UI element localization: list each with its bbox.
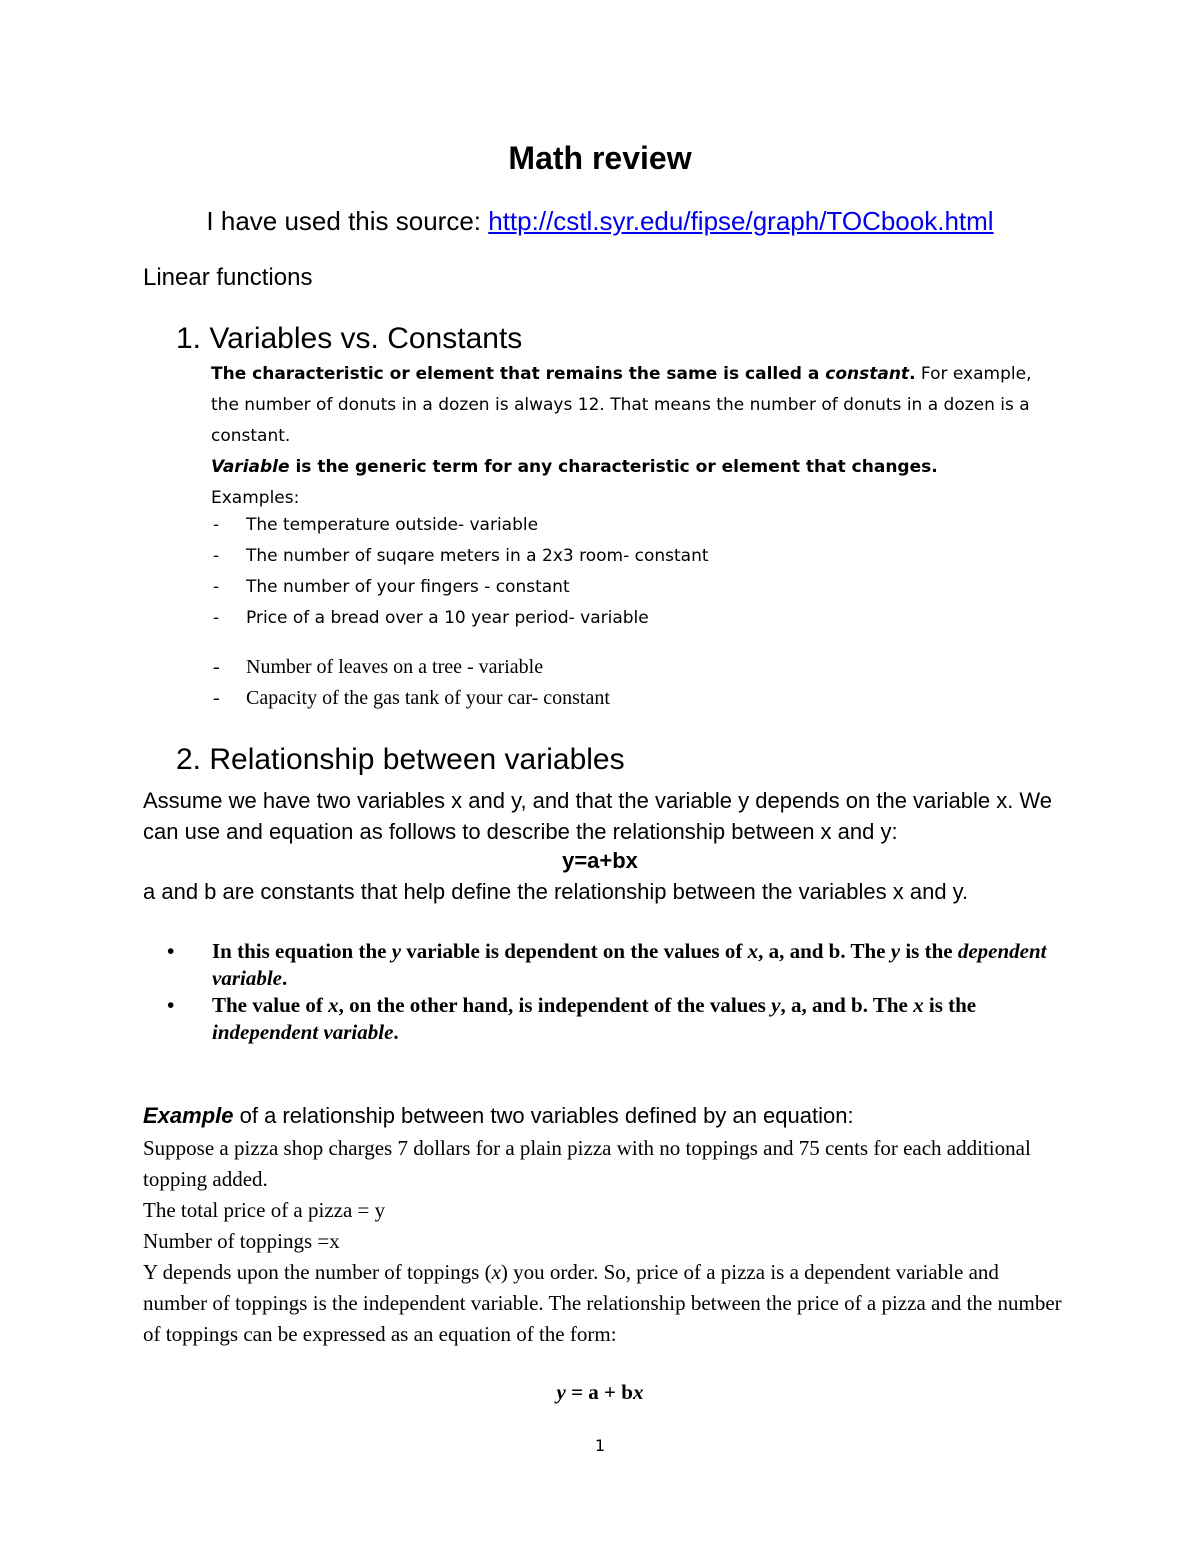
independent-variable-term: independent variable bbox=[212, 1020, 394, 1044]
pizza-paragraph-2: The total price of a pizza = y bbox=[143, 1198, 386, 1222]
list-item: - Capacity of the gas tank of your car- constant bbox=[211, 683, 610, 714]
example-heading-text: of a relationship between two variables defined by an equation: bbox=[233, 1103, 854, 1128]
bullet-independent: • The value of x, on the other hand, is independent of the values y, a, and b. The x is the independent variable. bbox=[143, 992, 1063, 1046]
source-line bbox=[0, 206, 1200, 237]
pizza-paragraph-1: Suppose a pizza shop charges 7 dollars for a plain pizza with no toppings and 75 cents for each additional topping added. bbox=[143, 1136, 1031, 1191]
section-heading-relationship: 2. Relationship between variables bbox=[176, 743, 625, 776]
constant-term: constant bbox=[825, 364, 910, 384]
constant-definition-paragraph bbox=[211, 359, 1051, 452]
examples-label: Examples: bbox=[211, 488, 300, 508]
list-item: - The number of suqare meters in a 2x3 room- constant bbox=[211, 541, 709, 572]
variable-definition-text: is the generic term for any characteristic or element that changes. bbox=[289, 457, 938, 477]
examples-list bbox=[211, 510, 709, 634]
list-item: - The number of your fingers - constant bbox=[211, 572, 709, 603]
page-number: 1 bbox=[594, 1436, 606, 1455]
constant-definition-bold: The characteristic or element that remains the same is called a bbox=[211, 364, 826, 384]
page-title: Math review bbox=[508, 140, 692, 176]
bullet-dependent: • In this equation the y variable is dependent on the values of x, a, and b. The y is the dependent variable. bbox=[143, 938, 1063, 992]
constants-note: a and b are constants that help define the relationship between the variables x and y. bbox=[143, 879, 969, 904]
topic-heading: Linear functions bbox=[143, 264, 313, 291]
example-heading bbox=[143, 1103, 854, 1129]
list-item: - The temperature outside- variable bbox=[211, 510, 709, 541]
source-link[interactable]: http://cstl.syr.edu/fipse/graph/TOCbook.html bbox=[488, 206, 994, 236]
source-prefix: I have used this source: bbox=[206, 206, 489, 236]
equation-pizza: y = a + bx bbox=[556, 1380, 644, 1404]
examples-list-2 bbox=[211, 652, 610, 714]
pizza-paragraph-4: Y depends upon the number of toppings (x) you order. So, price of a pizza is a dependent variable and number of toppings is the independent variable. The relationship between the price of a pizza and the number of toppings can be expressed as an equation of the form: bbox=[143, 1260, 1062, 1346]
constant-definition-period: . bbox=[909, 364, 916, 384]
pizza-paragraph-3: Number of toppings =x bbox=[143, 1229, 340, 1253]
constant-example-text: For example, the number of donuts in a dozen is always 12. That means the number of donuts in a dozen is a constant. bbox=[211, 364, 1032, 446]
relationship-description: Assume we have two variables x and y, and that the variable y depends on the variable x. We can use and equation as follows to describe the relationship between x and y: bbox=[143, 788, 1053, 844]
dependency-bullets bbox=[143, 938, 1063, 1046]
list-item: - Number of leaves on a tree - variable bbox=[211, 652, 610, 683]
example-label: Example bbox=[143, 1103, 234, 1128]
variable-term: Variable bbox=[211, 457, 290, 477]
variable-definition-paragraph bbox=[211, 452, 938, 483]
pizza-example bbox=[143, 1133, 1063, 1350]
list-item: - Price of a bread over a 10 year period- variable bbox=[211, 603, 709, 634]
section-heading-variables-constants: 1. Variables vs. Constants bbox=[176, 322, 523, 355]
dependent-variable-term: dependent variable bbox=[212, 939, 1047, 990]
equation-linear: y=a+bx bbox=[562, 848, 638, 873]
